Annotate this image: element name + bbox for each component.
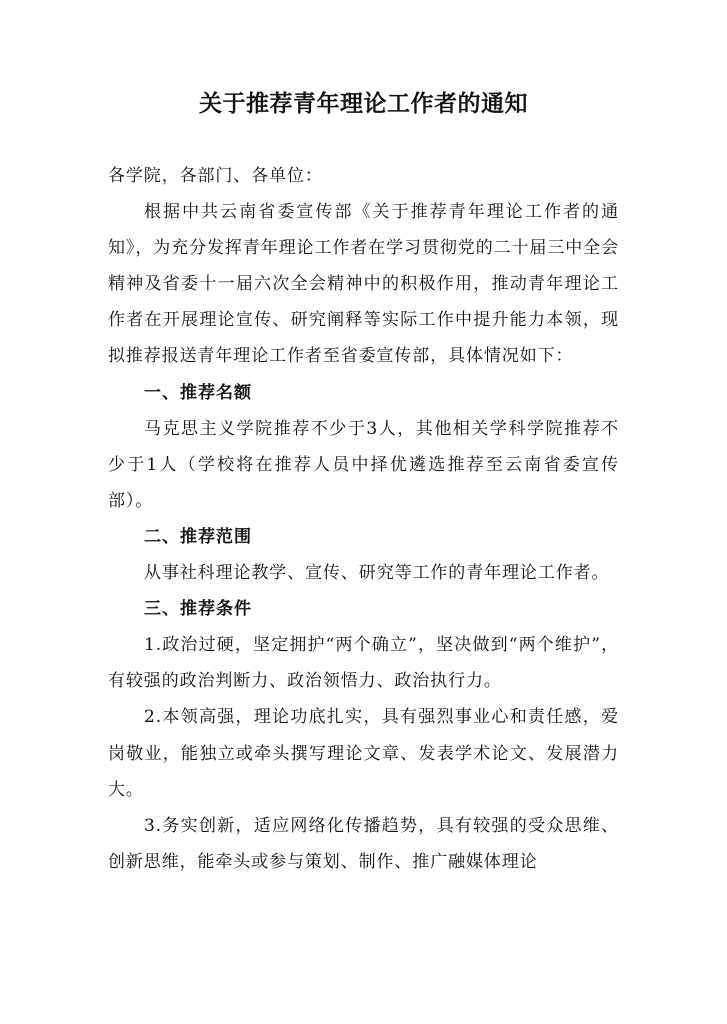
section-heading-scope: 二、推荐范围: [144, 526, 252, 547]
scope-paragraph: 从事社科理论教学、宣传、研究等工作的青年理论工作者。: [144, 563, 610, 584]
salutation: 各学院，各部门、各单位：: [108, 166, 323, 186]
section-heading-quota: 一、推荐名额: [144, 382, 252, 403]
section-heading-conditions: 三、推荐条件: [144, 599, 252, 620]
quota-paragraph: 马克思主义学院推荐不少于3人，其他相关学科学院推荐不少于1人（学校将在推荐人员中择优遴选推荐至云南省委宣传部）。: [108, 418, 619, 511]
condition-item-2: 2.本领高强，理论功底扎实，具有强烈事业心和责任感，爱岗敬业，能独立或牵头撰写理论文章、发表学术论文、发展潜力大。: [108, 707, 619, 800]
document-title: 关于推荐青年理论工作者的通知: [199, 90, 528, 117]
condition-item-1: 1.政治过硬，坚定拥护“两个确立”，坚决做到“两个维护”，有较强的政治判断力、政治领悟力、政治执行力。: [108, 635, 619, 692]
condition-item-3: 3.务实创新，适应网络化传播趋势，具有较强的受众思维、创新思维，能牵头或参与策划、制作、推广融媒体理论: [108, 815, 619, 872]
intro-paragraph: 根据中共云南省委宣传部《关于推荐青年理论工作者的通知》，为充分发挥青年理论工作者在学习贯彻党的二十届三中全会精神及省委十一届六次全会精神中的积极作用，推动青年理论工作者在开展理论宣传、研究阐释等实际工作中提升能力本领，现拟推荐报送青年理论工作者至省委宣传部，具体情况如下：: [108, 202, 619, 367]
